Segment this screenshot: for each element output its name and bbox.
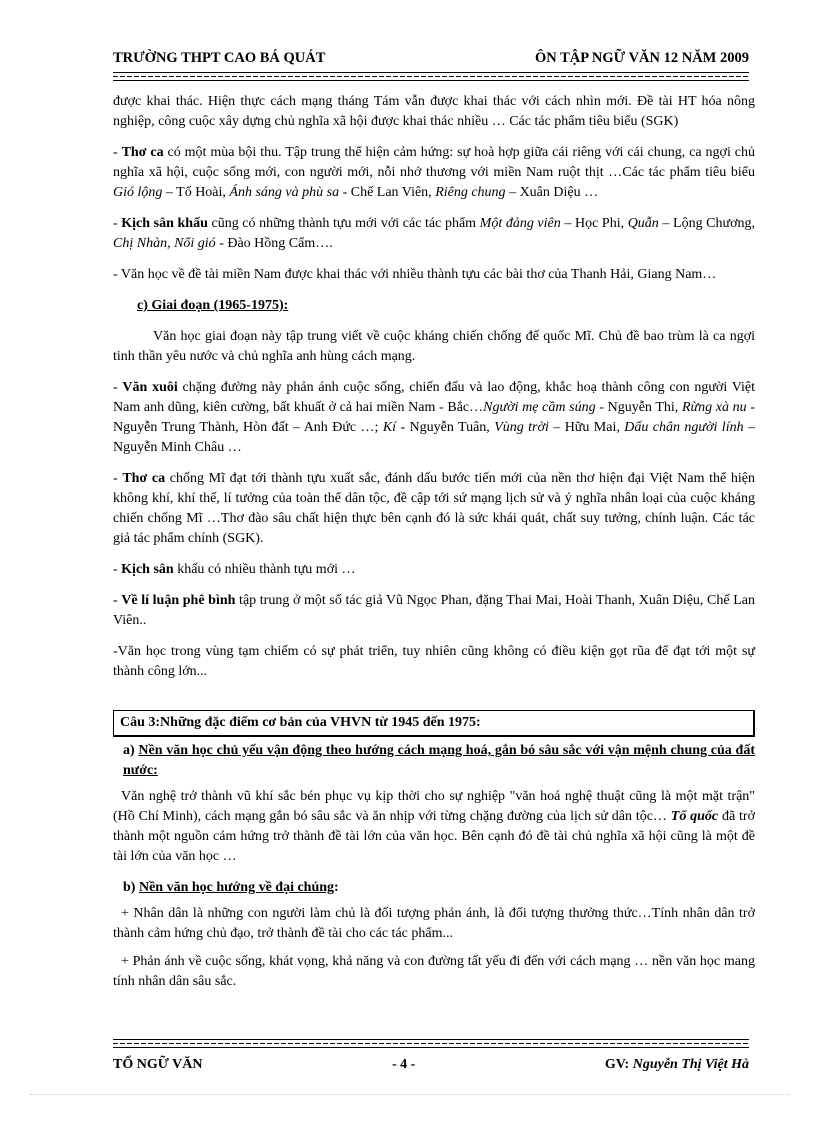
section-heading-a: a) Nền văn học chủ yếu vận động theo hướng cách mạng hoá, gắn bó sâu sắc với vận mệnh chung của đất nước: (123, 743, 755, 778)
paragraph: Văn nghệ trở thành vũ khí sắc bén phục vụ kịp thời cho sự nghiệp "văn hoá nghệ thuật cũng là một mặt trận" (Hồ Chí Minh), cách mạng gắn bó sâu sắc và ăn nhịp với từng chặng đường của lịch sử dân tộc… Tổ quốc đã trở thành một nguồn cảm hứng trở thành đề tài lớn của văn học. Bên cạnh đó đề tài chủ nghĩa xã hội cũng là một đề tài lớn của văn học … (113, 789, 755, 864)
paragraph: - Thơ ca có một mùa bội thu. Tập trung thể hiện cảm hứng: sự hoà hợp giữa cái riêng với cái chung, ca ngợi chủ nghĩa xã hội, cuộc sống mới, con người mới, nỗi nhớ thương với miền Nam ruột thịt …Các tác phẩm tiêu biểu Gió lộng – Tố Hoài, Ánh sáng và phù sa - Chế Lan Viên, Riêng chung – Xuân Diệu … (113, 145, 755, 200)
paragraph: - Thơ ca chống Mĩ đạt tới thành tựu xuất sắc, đánh dấu bước tiến mới của nền thơ hiện đại Việt Nam thể hiện không khí, khí thế, lí tưởng của toàn thể dân tộc, đề cập tới sứ mạng lịch sử và ý nghĩa nhân loại của cuộc kháng chiến chống Mĩ …Thơ đào sâu chất hiện thực bên cạnh đó là sức khái quát, chất suy tưởng, chính luận. Các tác giả tác phẩm chính (SGK). (113, 471, 755, 546)
header-rule (113, 72, 749, 81)
paragraph: - Văn học về đề tài miền Nam được khai thác với nhiều thành tựu các bài thơ của Thanh Hải, Giang Nam… (113, 267, 717, 282)
paragraph: Văn học giai đoạn này tập trung viết về cuộc kháng chiến chống đế quốc Mĩ. Chủ đề bao trùm là ca ngợi tinh thần yêu nước và chủ nghĩa anh hùng cách mạng. (113, 329, 755, 364)
page-header (113, 50, 749, 67)
paragraph: - Kịch sân khấu cũng có những thành tựu mới với các tác phẩm Một đảng viên – Học Phi, Quẫn – Lộng Chương, Chị Nhàn, Nổi gió - Đào Hồng Cẩm…. (113, 216, 756, 251)
school-name: TRƯỜNG THPT CAO BÁ QUÁT (113, 50, 326, 66)
section-heading-b: b) Nền văn học hướng về đại chúng: (123, 880, 339, 895)
section-heading-c: c) Giai đoạn (1965-1975): (137, 298, 289, 313)
department-name: TỔ NGỮ VĂN (113, 1057, 203, 1072)
paragraph: - Về lí luận phê bình tập trung ở một số tác giả Vũ Ngọc Phan, đặng Thai Mai, Hoài Thanh, Xuân Diệu, Chế Lan Viên.. (113, 593, 755, 628)
paragraph: - Văn xuôi chặng đường này phản ánh cuộc sống, chiến đấu và lao động, khắc hoạ thành công con người Việt Nam anh dũng, kiên cường, bất khuất ở cả hai miền Nam - Bắc…Người mẹ cầm súng - Nguyễn Thi, Rừng xà nu - Nguyễn Trung Thành, Hòn đất – Anh Đức …; Kí - Nguyễn Tuân, Vùng trời – Hữu Mai, Dấu chân người lính – Nguyễn Minh Châu … (113, 380, 756, 455)
paragraph: được khai thác. Hiện thực cách mạng tháng Tám vẫn được khai thác với cách nhìn mới. Đề tài HT hóa nông nghiệp, công cuộc xây dựng chủ nghĩa xã hội được khai thác nhiều … Các tác phẩm tiêu biểu (SGK) (113, 94, 755, 129)
document-body (113, 92, 755, 1000)
paragraph: -Văn học trong vùng tạm chiếm có sự phát triển, tuy nhiên cũng không có điều kiện gọt rũa để đạt tới một sự thành công lớn... (113, 644, 755, 679)
paragraph: + Nhân dân là những con người làm chủ là đối tượng phản ánh, là đối tượng thưởng thức…Tính nhân dân trở thành cảm hứng chủ đạo, trở thành đề tài cho các tác phẩm... (113, 906, 755, 941)
paragraph: + Phản ánh về cuộc sống, khát vọng, khả năng và con đường tất yếu đi đến với cách mạng … nền văn học mang tính nhân dân sâu sắc. (113, 954, 755, 989)
paragraph: - Kịch sân khấu có nhiều thành tựu mới … (113, 562, 356, 577)
page-footer (113, 1057, 749, 1073)
page-number: - 4 - (391, 1057, 416, 1072)
page-break-line (30, 1094, 790, 1095)
document-title: ÔN TẬP NGỮ VĂN 12 NĂM 2009 (534, 50, 749, 66)
footer-rule (113, 1039, 749, 1048)
question-3-title: Câu 3:Những đặc điểm cơ bản của VHVN từ 1945 đến 1975: (113, 710, 755, 737)
teacher-name: GV: Nguyễn Thị Việt Hà (604, 1057, 749, 1072)
